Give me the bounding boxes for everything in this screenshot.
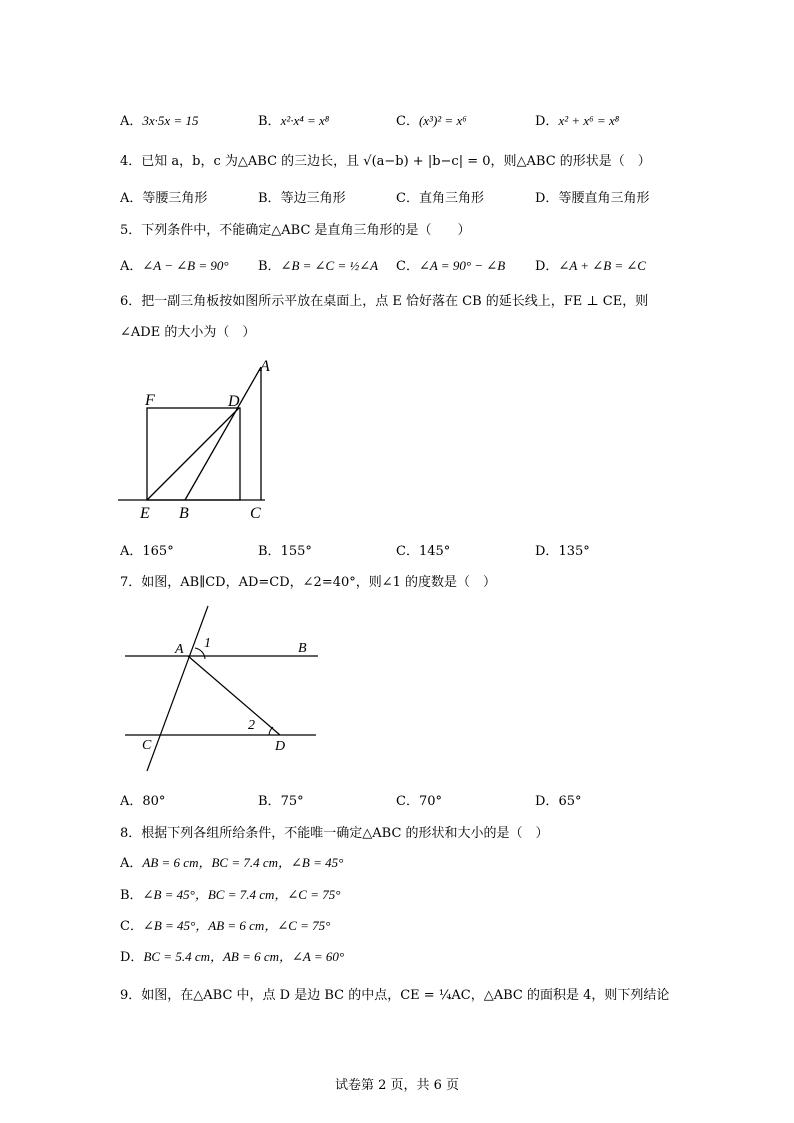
- q7-label-2: 2: [248, 718, 255, 733]
- q8-option-d: D．BC = 5.4 cm，AB = 6 cm，∠A = 60°: [120, 949, 345, 965]
- q6-stem-line2: ∠ADE 的大小为（ ）: [120, 325, 256, 340]
- q3-option-a: A．3x·5x = 15: [120, 113, 199, 129]
- q5-option-d: D．∠A + ∠B = ∠C: [535, 258, 646, 274]
- q8-option-b: B．∠B = 45°，BC = 7.4 cm，∠C = 75°: [120, 887, 341, 903]
- q6-label-d: D: [228, 393, 240, 410]
- q3-option-c: C．(x³)² = x⁶: [396, 113, 467, 129]
- q6-stem-line1: 6．把一副三角板按如图所示平放在桌面上，点 E 恰好落在 CB 的延长线上，FE ⊥ CE，则: [120, 294, 649, 309]
- q6-label-b: B: [179, 505, 189, 522]
- q6-option-b: B．155°: [258, 544, 312, 559]
- q7-transversal: [147, 606, 208, 771]
- q4-stem: 4．已知 a，b，c 为△ABC 的三边长，且 √(a−b) + |b−c| = 0，则△ABC 的形状是（ ）: [120, 154, 651, 169]
- q7-label-a: A: [175, 642, 184, 657]
- q6-label-a: A: [260, 358, 270, 375]
- q7-option-d: D．65°: [535, 794, 582, 809]
- q7-label-b: B: [298, 641, 307, 656]
- q3-option-d: D．x² + x⁶ = x⁸: [535, 113, 620, 129]
- q4-option-b: B．等边三角形: [258, 191, 346, 206]
- q7-option-b: B．75°: [258, 794, 304, 809]
- q3-option-b: B．x²·x⁴ = x⁸: [258, 113, 330, 129]
- q6-figure: [115, 355, 280, 525]
- q9-stem: 9．如图，在△ABC 中，点 D 是边 BC 的中点，CE = ¼AC，△ABC 的面积是 4，则下列结论: [120, 988, 670, 1003]
- page-footer: 试卷第 2 页，共 6 页: [334, 1078, 460, 1093]
- q8-option-c: C．∠B = 45°，AB = 6 cm，∠C = 75°: [120, 918, 331, 934]
- q5-option-b: B．∠B = ∠C = ½∠A: [258, 258, 379, 274]
- q7-stem: 7．如图，AB∥CD，AD=CD，∠2=40°，则∠1 的度数是（ ）: [120, 575, 497, 590]
- q8-stem: 8．根据下列各组所给条件，不能唯一确定△ABC 的形状和大小的是（ ）: [120, 826, 549, 841]
- q6-label-f: F: [145, 392, 155, 409]
- q7-label-1: 1: [204, 636, 211, 651]
- q7-label-d: D: [275, 739, 286, 754]
- q4-option-d: D．等腰直角三角形: [535, 191, 650, 206]
- q6-line-ab: [185, 367, 261, 500]
- q6-option-c: C．145°: [396, 544, 451, 559]
- q7-line-ad: [188, 656, 280, 735]
- q5-stem: 5．下列条件中，不能确定△ABC 是直角三角形的是（ ）: [120, 223, 471, 238]
- q6-option-a: A．165°: [120, 544, 174, 559]
- q8-option-a: A．AB = 6 cm，BC = 7.4 cm，∠B = 45°: [120, 855, 344, 871]
- q7-figure: [120, 603, 325, 775]
- q7-option-c: C．70°: [396, 794, 442, 809]
- q6-label-e: E: [140, 505, 150, 522]
- q6-label-c: C: [250, 505, 261, 522]
- q4-option-c: C．直角三角形: [396, 191, 484, 206]
- q6-option-d: D．135°: [535, 544, 590, 559]
- q4-option-a: A．等腰三角形: [120, 191, 208, 206]
- q5-option-a: A．∠A − ∠B = 90°: [120, 258, 229, 274]
- q7-label-c: C: [142, 738, 152, 753]
- q7-option-a: A．80°: [120, 794, 166, 809]
- q5-option-c: C．∠A = 90° − ∠B: [396, 258, 506, 274]
- q7-angle-2-arc: [269, 727, 273, 735]
